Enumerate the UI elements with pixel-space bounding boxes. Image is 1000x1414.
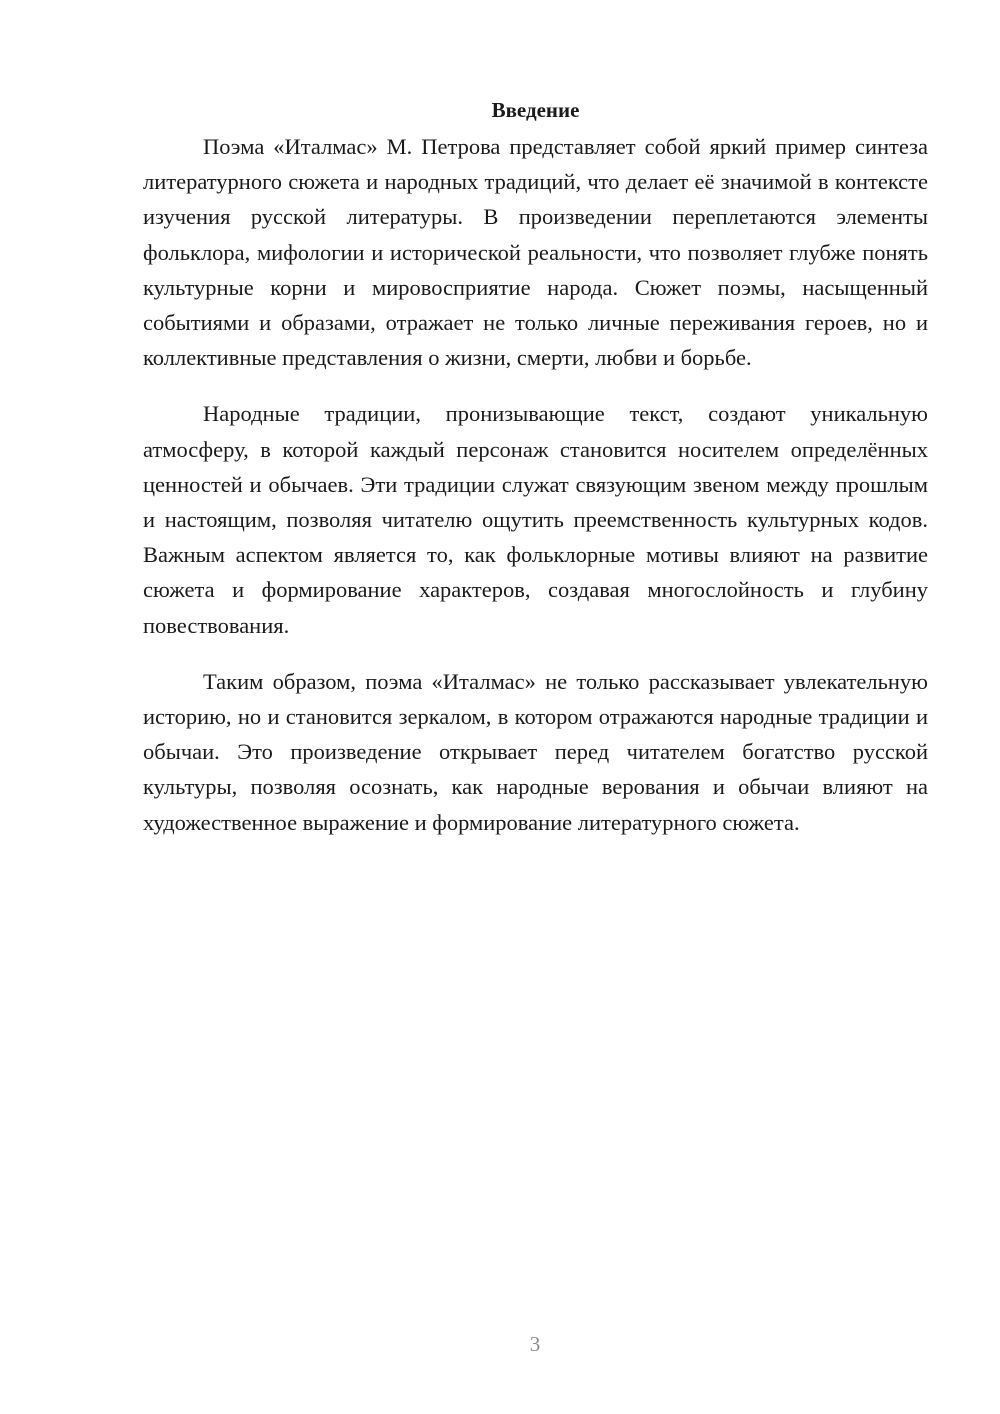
paragraph-1: Поэма «Италмас» М. Петрова представляет собой яркий пример синтеза литературного сюжета и народных традиций, что делает её значимой в контексте изучения русской литературы. В произведении переплетаются элементы фольклора, мифологии и исторической реальности, что позволяет глубже понять культурные корни и мировосприятие народа. Сюжет поэмы, насыщенный событиями и образами, отражает не только личные переживания героев, но и коллективные представления о жизни, смерти, любви и борьбе. — [143, 134, 928, 371]
page-number: 3 — [529, 1332, 541, 1356]
paragraph-3: Таким образом, поэма «Италмас» не только рассказывает увлекательную историю, но и становится зеркалом, в котором отражаются народные традиции и обычаи. Это произведение открывает перед читателем богатство русской культуры, позволяя осознать, как народные верования и обычаи влияют на художественное выражение и формирование литературного сюжета. — [143, 668, 928, 835]
paragraph-2: Народные традиции, пронизывающие текст, создают уникальную атмосферу, в которой каждый персонаж становится носителем определённых ценностей и обычаев. Эти традиции служат связующим звеном между прошлым и настоящим, позволяя читателю ощутить преемственность культурных кодов. Важным аспектом является то, как фольклорные мотивы влияют на развитие сюжета и формирование характеров, создавая многослойность и глубину повествования. — [143, 401, 928, 638]
page-content — [143, 93, 928, 861]
section-heading: Введение — [491, 98, 580, 122]
